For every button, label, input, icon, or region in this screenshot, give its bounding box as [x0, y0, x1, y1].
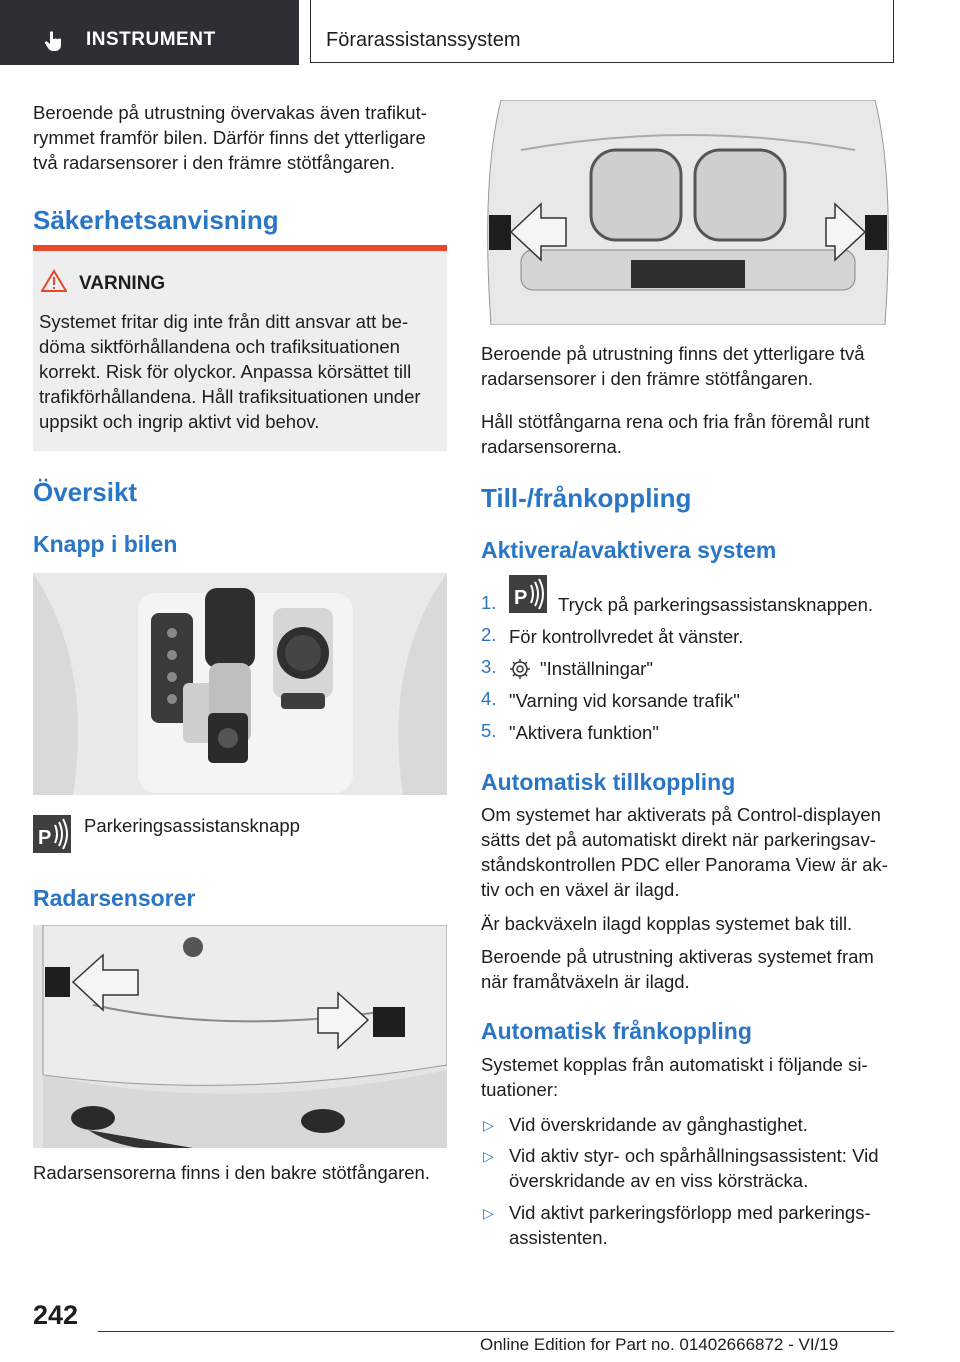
front-bumper-image [481, 100, 895, 325]
bullet-marker: ▷ [483, 1148, 494, 1164]
button-heading: Knapp i bilen [33, 531, 178, 557]
step-number: 4. [481, 688, 497, 709]
svg-text:P: P [514, 587, 528, 609]
radar-heading: Radarsensorer [33, 885, 196, 911]
step-text: "Varning vid korsande trafik" [509, 690, 740, 711]
svg-text:P: P [38, 827, 52, 849]
footer-divider [98, 1331, 894, 1332]
onoff-heading: Till-/frånkoppling [481, 483, 692, 513]
warning-body: Systemet fritar dig inte från ditt ansvar att bedöma siktförhållandena och trafiksituationen korrekt. Risk för olyckor. Anpassa körsättet till trafikförhållandena. Håll trafiksituationen under uppsikt och ingrip aktivt vid behov. [39, 311, 421, 432]
auto-off-intro: Systemet kopplas från automatiskt i följande situationer: [481, 1054, 868, 1100]
bullet-item: Vid överskridande av gånghastighet. [509, 1114, 808, 1135]
edition-text: Online Edition for Part no. 01402666872 - VI/19 [480, 1335, 839, 1354]
bullet-item: Vid aktiv styr- och spårhållningsassistent: Vid överskridande av en viss körsträcka. [509, 1145, 879, 1191]
rear-bumper-image [33, 925, 447, 1148]
radar-caption: Radarsensorerna finns i den bakre stötfångaren. [33, 1162, 430, 1183]
header-section-title: Förarassistanssystem [326, 29, 521, 51]
step-number: 3. [481, 656, 497, 677]
console-image [33, 573, 447, 795]
auto-on-heading: Automatisk tillkoppling [481, 769, 736, 795]
hand-pointer-icon [44, 30, 64, 52]
clean-text: Håll stötfångarna rena och fria från föremål runt radarsensorerna. [481, 411, 870, 457]
intro-paragraph: Beroende på utrustning övervakas även trafikutrymmet framför bilen. Därför finns det ytterligare två radarsensorer i den främre stötfångaren. [33, 102, 427, 173]
auto-on-paragraph-1: Om systemet har aktiverats på Control-displayen sätts det på automatiskt direkt när parkeringsavståndskontrollen PDC eller Panorama View är aktiv och en växel är ilagd. [481, 804, 888, 900]
activate-heading: Aktivera/avaktivera system [481, 537, 777, 563]
step-text: "Aktivera funktion" [509, 722, 659, 743]
step-text: "Inställningar" [540, 658, 653, 679]
button-caption: Parkeringsassistansknapp [84, 815, 300, 836]
auto-on-paragraph-2: Är backväxeln ilagd kopplas systemet bak till. [481, 913, 853, 934]
bullet-marker: ▷ [483, 1205, 494, 1221]
step-text: För kontrollvredet åt vänster. [509, 626, 744, 647]
page-number: 242 [33, 1300, 79, 1330]
warning-triangle-icon [41, 269, 67, 293]
step-number: 1. [481, 592, 497, 613]
warning-box [33, 245, 447, 451]
overview-heading: Översikt [33, 477, 138, 507]
safety-heading: Säkerhetsanvisning [33, 205, 279, 235]
gear-icon [509, 658, 531, 680]
bullet-marker: ▷ [483, 1117, 494, 1133]
auto-on-paragraph-3: Beroende på utrustning aktiveras systemet fram när framåtväxeln är ilagd. [481, 946, 874, 992]
warning-title: VARNING [79, 273, 166, 294]
parking-assist-icon [33, 815, 71, 853]
front-caption: Beroende på utrustning finns det ytterligare två radarsensorer i den främre stötfångaren. [481, 343, 865, 389]
step-text: Tryck på parkeringsassistansknappen. [558, 594, 873, 615]
auto-off-heading: Automatisk frånkoppling [481, 1018, 752, 1044]
parking-assist-icon [509, 575, 547, 613]
step-number: 5. [481, 720, 497, 741]
step-number: 2. [481, 624, 497, 645]
header-tab-label: INSTRUMENT [86, 29, 216, 50]
bullet-item: Vid aktivt parkeringsförlopp med parkeringsassistenten. [509, 1202, 871, 1248]
